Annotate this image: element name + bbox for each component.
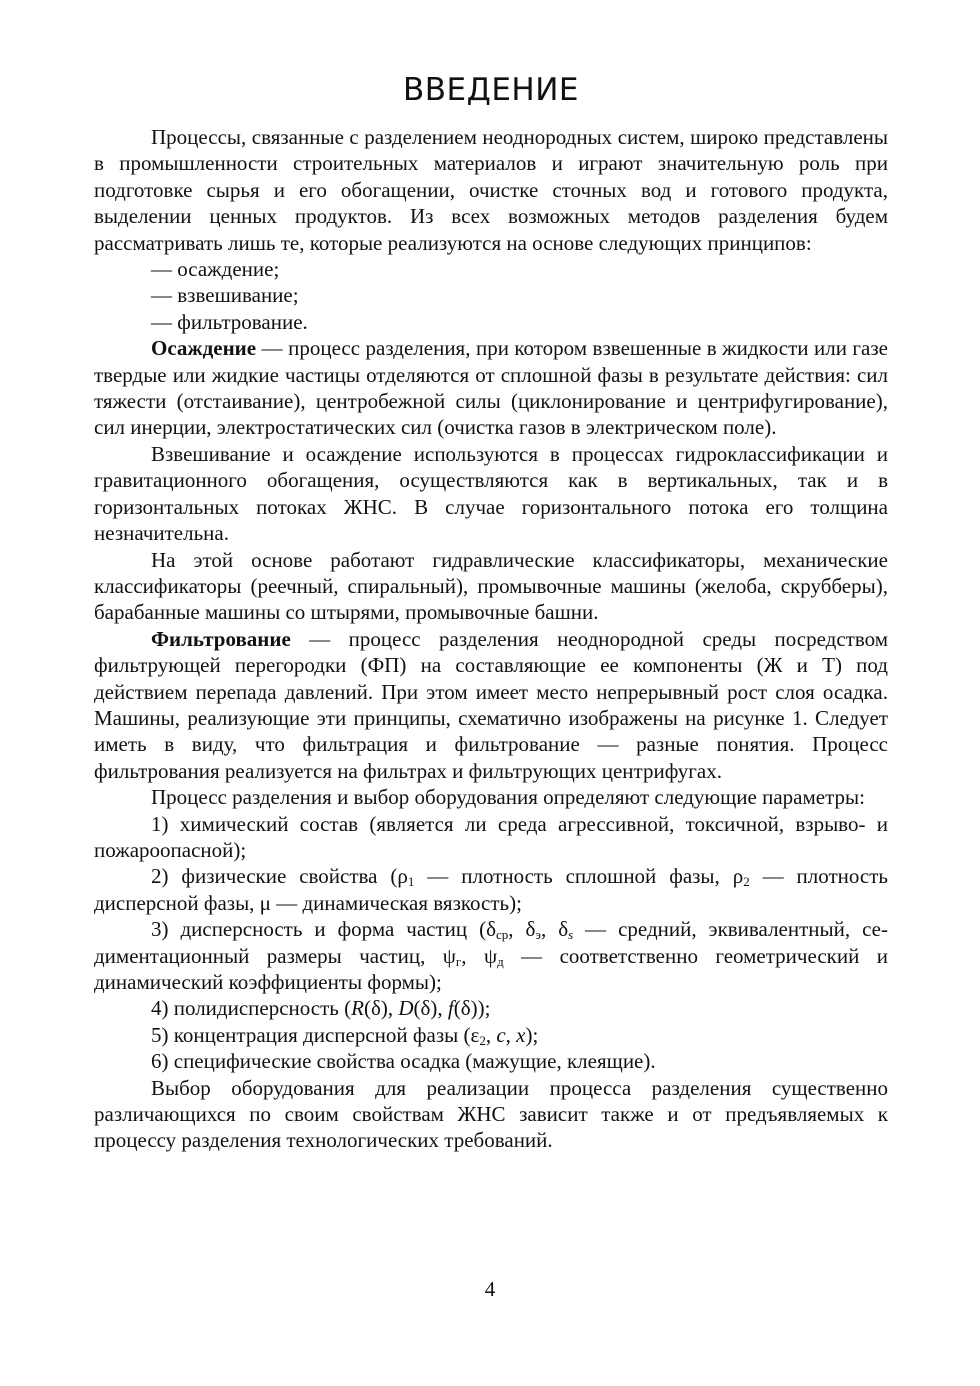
text-fragment: (δ), — [413, 996, 448, 1021]
text-fragment: — соответственно геометрический и динамический коэффициенты формы); — [94, 943, 888, 994]
intro-paragraph: Процессы, связанные с разделением неоднородных систем, широко представлены в промышленности строительных материалов и играют значительную роль при подготовке сырья и его обогащении, очистке сточных вод и готового продукта, выделении ценных продуктов. Из всех возможных методов разделения будем рассматривать лишь те, которые реализуются на основе следующих принципов: — [94, 125, 888, 255]
text-fragment: , δ — [508, 917, 536, 942]
sedimentation-text: — процесс разделения, при котором взвешенные в жидкости или газе твердые или жидкие частицы отделяются от сплошной фазы в результате действия: сил тяжести (отстаивание), центробежной силы (циклонирование и центрифугирование), сил инерции, электростатических сил (очистка газов в электрическом поле). — [94, 336, 888, 440]
parameter-item-2 — [94, 863, 888, 916]
parameter-item-1: 1) химический состав (является ли среда агрессивной, токсичной, взрыво- и пожароопасной); — [94, 811, 888, 862]
page-title: ВВЕДЕНИЕ — [402, 72, 579, 108]
subscript: д — [497, 953, 504, 969]
sedimentation-paragraph — [94, 335, 888, 441]
text-fragment: — плотность дисперсной фазы, μ — динамическая вязкость); — [94, 864, 888, 915]
parameter-item-5 — [94, 1022, 888, 1048]
subscript: э — [535, 927, 541, 943]
text-fragment: , — [505, 1022, 517, 1047]
principle-item: — фильтрование. — [151, 309, 308, 334]
text-fragment: — средний, эквивалентный, седиментационный размеры частиц, ψ — [94, 917, 888, 968]
page-number: 4 — [484, 1277, 496, 1301]
suspension-paragraph: Взвешивание и осаждение используются в процессах гидроклассификации и гравитационного обогащения, осуществляются как в вертикальных, так и в горизонтальных потоках ЖНС. В случае горизонтального потока его толщина незначительна. — [94, 441, 888, 546]
italic-symbol: f — [447, 996, 454, 1021]
subscript: 2 — [479, 1032, 486, 1048]
classifiers-paragraph: На этой основе работают гидравлические классификаторы, механические классификаторы (реечный, спиральный), промывочные машины (желоба, скрубберы), барабанные машины со штырями, промывочные башни. — [94, 547, 888, 625]
filtration-paragraph — [94, 626, 888, 784]
text-fragment: (δ), — [363, 996, 399, 1021]
text-fragment: , — [485, 1022, 497, 1047]
subscript: г — [455, 953, 462, 969]
italic-symbol: R — [351, 996, 364, 1021]
term-sedimentation: Осаждение — [151, 336, 257, 361]
text-fragment: 3) дисперсность и форма частиц (δ — [151, 917, 496, 942]
text-fragment: ); — [525, 1022, 539, 1047]
parameters-paragraph: Процесс разделения и выбор оборудования определяют следующие параметры: — [151, 785, 865, 810]
parameter-item-3 — [94, 916, 888, 995]
subscript: 2 — [743, 874, 750, 890]
text-fragment: — плотность сплошной фазы, ρ — [414, 864, 744, 889]
principle-item: — взвешивание; — [151, 283, 299, 308]
final-paragraph: Выбор оборудования для реализации процесса разделения существенно различающихся по своим свойствам ЖНС зависит также и от предъявляемых к процессу разделения технологических требований. — [94, 1075, 888, 1153]
parameter-item-4 — [94, 995, 888, 1021]
italic-symbol: x — [516, 1022, 526, 1047]
filtration-text: — процесс разделения неоднородной среды посредством фильтрующей перегородки (ФП) на составляющие ее компоненты (Ж и Т) под действием перепада давлений. При этом имеет место непрерывный рост слоя осадка. Машины, реализующие эти принципы, схематично изображены на рисунке 1. Следует иметь в виду, что фильтрация и фильтрование — разные понятия. Процесс фильтрования реализуется на фильтрах и фильтрующих центрифугах. — [94, 626, 888, 783]
italic-subscript: s — [568, 927, 574, 943]
italic-symbol: D — [398, 996, 414, 1021]
text-fragment: 2) физические свойства (ρ — [151, 864, 408, 889]
italic-symbol: c — [496, 1022, 506, 1047]
term-filtration: Фильтрование — [151, 626, 291, 651]
principle-item: — осаждение; — [151, 257, 280, 282]
text-fragment: (δ)); — [453, 996, 491, 1021]
text-fragment: 5) концентрация дисперсной фазы (ε — [151, 1022, 480, 1047]
subscript: 1 — [407, 874, 415, 890]
parameter-item-6: 6) специфические свойства осадка (мажущие, клеящие). — [151, 1049, 656, 1074]
subscript: ср — [496, 927, 509, 943]
text-fragment: , ψ — [461, 943, 498, 968]
text-fragment: 4) полидисперсность ( — [151, 996, 352, 1021]
text-fragment: , δ — [540, 917, 569, 942]
